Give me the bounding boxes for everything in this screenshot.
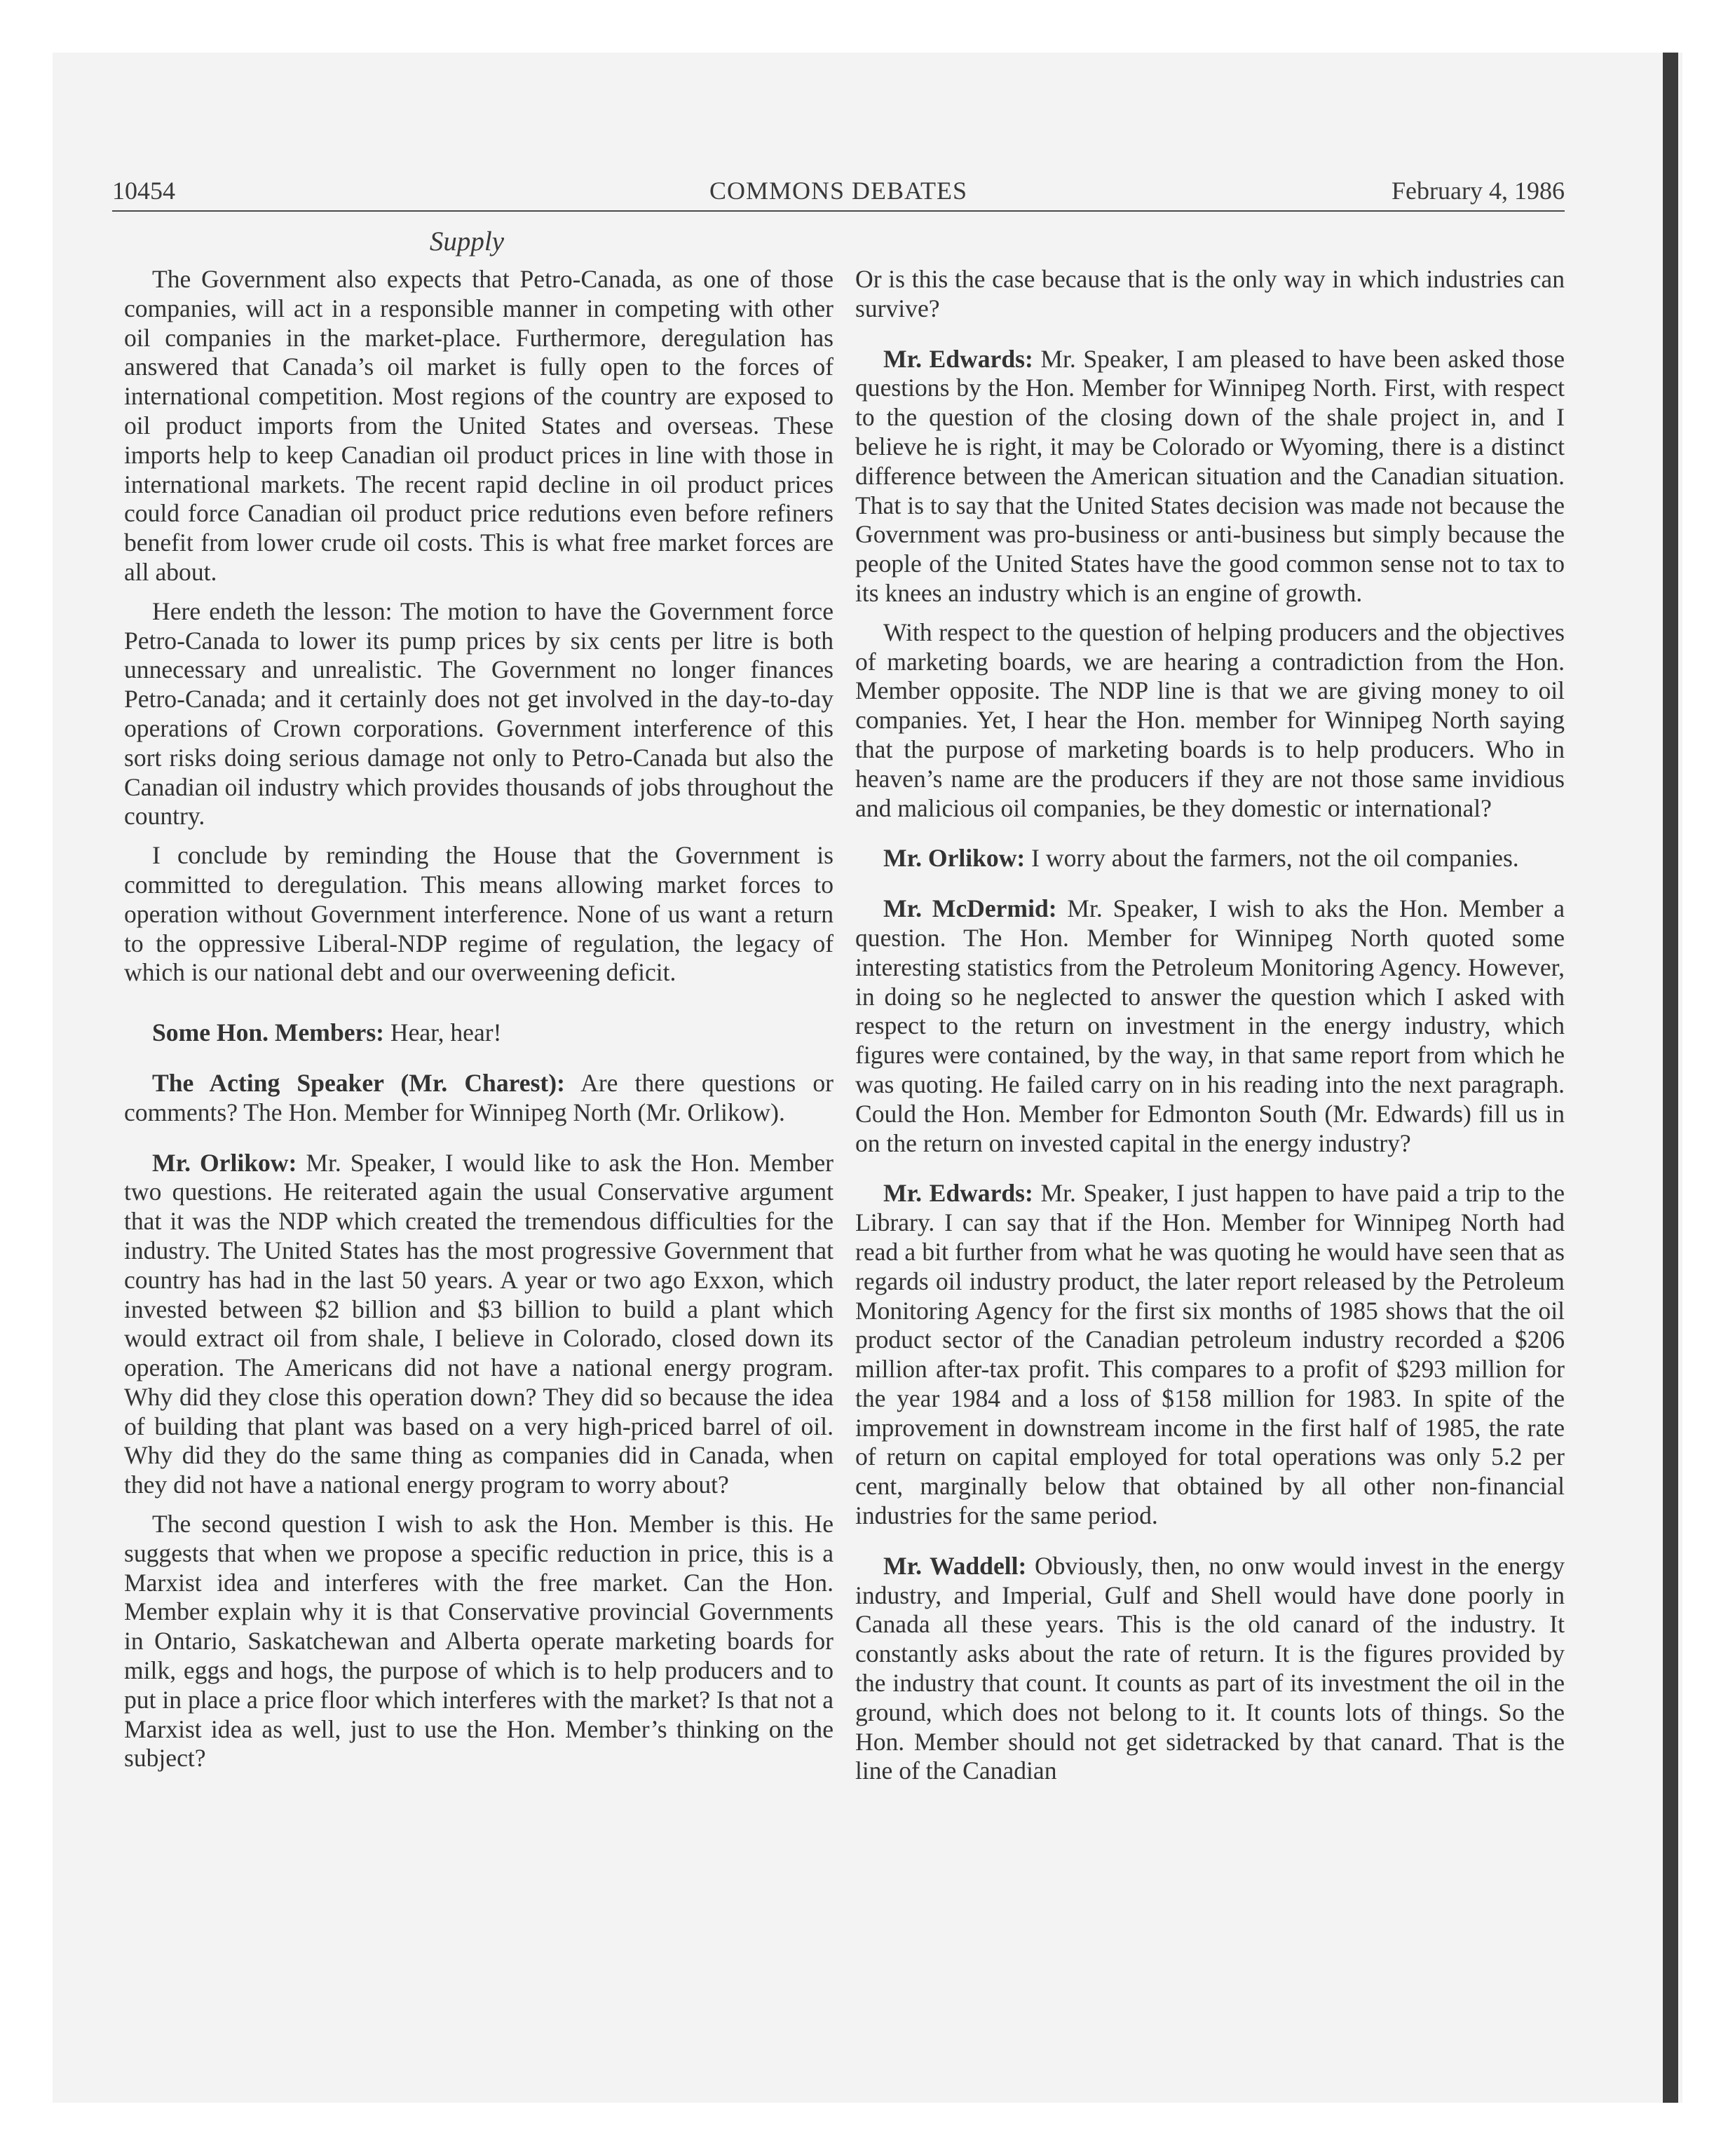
speaker-name: Mr. Edwards: bbox=[883, 344, 1033, 373]
paragraph-text: Mr. Speaker, I am pleased to have been asked those questions by the Hon. Member for Winnipeg North. First, with respect to the question of the closing down of the shale project in, and I believe he is right, it may be Colorado or Wyoming, there is a distinct difference between the American situation and the Canadian situation. That is to say that the United States decision was made not because the Government was pro-business or anti-business but simply because the people of the United States have the good common sense not to tax to its knees an industry which is an engine of growth. bbox=[855, 344, 1565, 607]
paragraph bbox=[124, 1149, 834, 1501]
paragraph-text: The second question I wish to ask the Hon. Member is this. He suggests that when we propose a specific reduction in price, this is a Marxist idea and interferes with the free market. Can the Hon. Member explain why it is that Conservative provincial Governments in Ontario, Saskatchewan and Alberta operate marketing boards for milk, eggs and hogs, the purpose of which is to help producers and to put in place a price floor which interferes with the market? Is that not a Marxist idea as well, just to use the Hon. Member’s thinking on the subject? bbox=[124, 1510, 834, 1773]
scan-edge-bar bbox=[1663, 53, 1678, 2103]
section-title: Supply bbox=[429, 226, 505, 257]
publication-title: COMMONS DEBATES bbox=[709, 177, 968, 205]
paragraph bbox=[124, 1069, 834, 1128]
speaker-name: Mr. Orlikow: bbox=[883, 844, 1026, 873]
speaker-name: Mr. Orlikow: bbox=[152, 1148, 297, 1177]
paragraph-text: Here endeth the lesson: The motion to have the Government force Petro-Canada to lower its pump prices by six cents per litre is both unnecessary and unrealistic. The Government no longer finances Petro-Canada; and it certainly does not get involved in the day-to-day operations of Crown corporations. Government interference of this sort risks doing serious damage not only to Petro-Canada but also the Canadian oil industry which provides thousands of jobs throughout the country. bbox=[124, 596, 834, 831]
speaker-name: Mr. McDermid: bbox=[883, 894, 1057, 923]
speaker-name: Mr. Waddell: bbox=[883, 1551, 1027, 1580]
paragraph-text: Mr. Speaker, I wish to aks the Hon. Member a question. The Hon. Member for Winnipeg North quoted some interesting statistics from the Petroleum Monitoring Agency. However, in doing so he neglected to answer the question which I asked with respect to the return on investment in the energy industry, which figures were contained, by the way, in that same report from which he was quoting. He failed carry on in his reading into the next paragraph. Could the Hon. Member for Edmonton South (Mr. Edwards) fill us in on the return on invested capital in the energy industry? bbox=[855, 894, 1565, 1157]
right-column bbox=[855, 265, 1565, 1786]
paragraph-text: Or is this the case because that is the only way in which industries can survive? bbox=[855, 265, 1565, 322]
speaker-name: Some Hon. Members: bbox=[152, 1018, 385, 1047]
speaker-name: The Acting Speaker (Mr. Charest): bbox=[152, 1068, 565, 1097]
paragraph bbox=[124, 597, 834, 831]
paragraph bbox=[855, 265, 1565, 324]
paragraph bbox=[855, 844, 1565, 873]
page-number: 10454 bbox=[112, 177, 175, 205]
paragraph bbox=[855, 1552, 1565, 1786]
paragraph bbox=[855, 345, 1565, 608]
paragraph-text: Obviously, then, no onw would invest in the energy industry, and Imperial, Gulf and Shell would have done poorly in Canada all these years. This is the old canard of the industry. It constantly asks about the rate of return. It is the figures provided by the industry that count. It counts as part of its investment the oil in the ground, which does not belong to it. It counts lots of things. So the Hon. Member should not get sidetracked by that canard. That is the line of the Canadian bbox=[855, 1551, 1565, 1785]
speaker-name: Mr. Edwards: bbox=[883, 1179, 1033, 1208]
paragraph-text: I worry about the farmers, not the oil companies. bbox=[1025, 844, 1519, 873]
paragraph bbox=[124, 841, 834, 988]
paragraph-text: Mr. Speaker, I just happen to have paid a trip to the Library. I can say that if the Hon. Member for Winnipeg North had read a bit further from what he was quoting he would have seen that as regards oil industry product, the later report released by the Petroleum Monitoring Agency for the first six months of 1985 shows that the oil product sector of the Canadian petroleum industry recorded a $206 million after-tax profit. This compares to a profit of $293 million for the year 1984 and a loss of $158 million for 1983. In spite of the improvement in downstream income in the first half of 1985, the rate of return on capital employed for total operations was only 5.2 per cent, marginally below that obtained by all other non-financial industries for the same period. bbox=[855, 1179, 1565, 1530]
paragraph-text: With respect to the question of helping producers and the objectives of marketing boards, we are hearing a contradiction from the Hon. Member opposite. The NDP line is that we are giving money to oil companies. Yet, I hear the Hon. member for Winnipeg North saying that the purpose of marketing boards is to help producers. Who in heaven’s name are the producers if they are not those same invidious and malicious oil companies, be they domestic or international? bbox=[855, 618, 1565, 822]
page-header bbox=[112, 175, 1565, 212]
publication-date: February 4, 1986 bbox=[1392, 177, 1565, 205]
left-column bbox=[124, 265, 834, 1773]
paragraph bbox=[855, 894, 1565, 1158]
paragraph-text: Mr. Speaker, I would like to ask the Hon. Member two questions. He reiterated again the usual Conservative argument that it was the NDP which created the tremendous difficulties for the industry. The United States has the most progressive Government that country has had in the last 50 years. A year or two ago Exxon, which invested between $2 billion and $3 billion to build a plant which would extract oil from shale, I believe in Colorado, closed down its operation. The Americans did not have a national energy program. Why did they close this operation down? They did so because the idea of building that plant was based on a very high-priced barrel of oil. Why did they do the same thing as companies did in Canada, when they did not have a national energy program to worry about? bbox=[124, 1148, 834, 1499]
paragraph bbox=[124, 265, 834, 587]
paragraph bbox=[124, 1510, 834, 1773]
paragraph-text: Hear, hear! bbox=[384, 1018, 502, 1047]
paragraph-text: I conclude by reminding the House that the Government is committed to deregulation. This means allowing market forces to operation without Government interference. None of us want a return to the oppressive Liberal-NDP regime of regulation, the legacy of which is our national debt and our overweening deficit. bbox=[124, 841, 834, 987]
paragraph-text: The Government also expects that Petro-Canada, as one of those companies, will act in a responsible manner in competing with other oil companies in the market-place. Furthermore, deregulation has answered that Canada’s oil market is fully open to the forces of international competition. Most regions of the country are exposed to oil product imports from the United States and overseas. These imports help to keep Canadian oil product prices in line with those in international markets. The recent rapid decline in oil product prices could force Canadian oil product price redutions even before refiners benefit from lower crude oil costs. This is what free market forces are all about. bbox=[124, 265, 834, 586]
paragraph bbox=[855, 1179, 1565, 1531]
paragraph bbox=[124, 1018, 834, 1048]
paragraph-text: Are there questions or comments? The Hon. Member for Winnipeg North (Mr. Orlikow). bbox=[124, 1068, 834, 1126]
paragraph bbox=[855, 618, 1565, 824]
